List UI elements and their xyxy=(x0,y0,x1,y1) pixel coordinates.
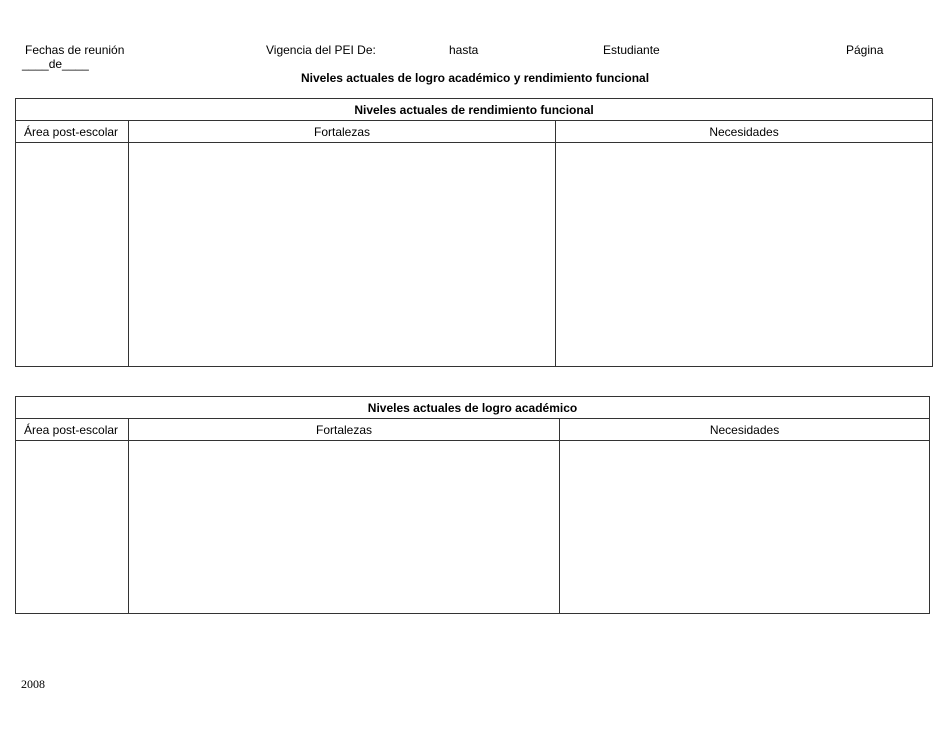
column-header-area: Área post-escolar xyxy=(16,121,129,143)
column-header-strengths: Fortalezas xyxy=(129,121,556,143)
until-label: hasta xyxy=(449,43,479,57)
academic-area-cell[interactable] xyxy=(16,441,129,614)
column-header-needs: Necesidades xyxy=(556,121,933,143)
column-header-needs: Necesidades xyxy=(560,419,930,441)
functional-strengths-cell[interactable] xyxy=(129,143,556,367)
functional-area-cell[interactable] xyxy=(16,143,129,367)
column-header-strengths: Fortalezas xyxy=(129,419,560,441)
functional-table xyxy=(15,98,933,367)
student-label: Estudiante xyxy=(603,43,660,57)
academic-table-caption: Niveles actuales de logro académico xyxy=(16,397,930,419)
footer-year: 2008 xyxy=(21,677,45,691)
meeting-dates-blank[interactable]: ____de____ xyxy=(22,57,89,71)
functional-table-caption: Niveles actuales de rendimiento funcional xyxy=(16,99,933,121)
functional-needs-cell[interactable] xyxy=(556,143,933,367)
academic-needs-cell[interactable] xyxy=(560,441,930,614)
validity-label: Vigencia del PEI De: xyxy=(266,43,376,57)
column-header-area: Área post-escolar xyxy=(16,419,129,441)
page-label: Página xyxy=(846,43,884,57)
academic-strengths-cell[interactable] xyxy=(129,441,560,614)
meeting-dates-label: Fechas de reunión xyxy=(25,43,125,57)
academic-table xyxy=(15,396,930,614)
document-title: Niveles actuales de logro académico y rendimiento funcional xyxy=(300,71,650,85)
